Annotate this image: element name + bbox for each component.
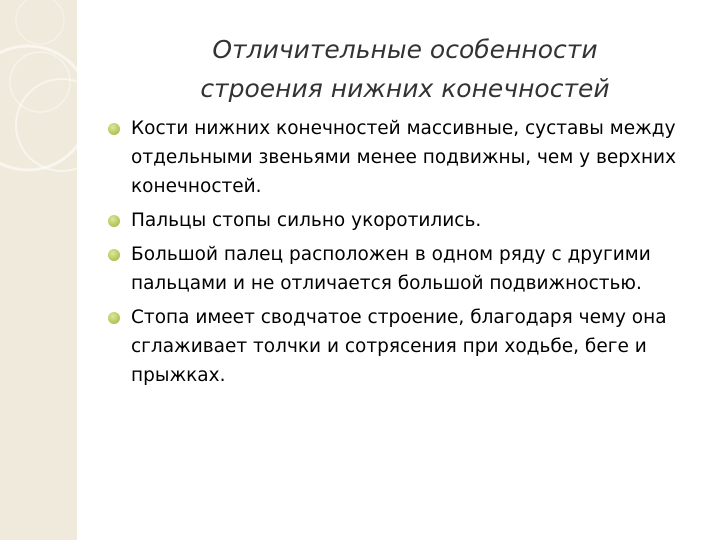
green-circle-bullet-icon: [108, 123, 120, 135]
bullet-text: Стопа имеет сводчатое строение, благодаря чему она сглаживает толчки и сотрясения при ходьбе, беге и прыжках.: [131, 307, 667, 386]
decorative-side-panel: [0, 0, 77, 540]
panel-divider: [77, 0, 85, 540]
bullet-text: Большой палец расположен в одном ряду с другими пальцами и не отличается большой подвижностью.: [131, 244, 651, 294]
bullet-text: Пальцы стопы сильно укоротились.: [131, 210, 482, 231]
title-line-1: Отличительные особенности: [212, 35, 598, 64]
green-circle-bullet-icon: [108, 215, 120, 227]
bullet-item: [108, 303, 698, 390]
green-circle-bullet-icon: [108, 312, 120, 324]
bullet-item: [108, 114, 698, 201]
decorative-circles: [0, 0, 77, 540]
bullet-item: [108, 240, 698, 298]
bullet-list: [108, 114, 698, 395]
slide-title: [150, 30, 660, 108]
bullet-item: [108, 206, 698, 235]
bullet-text: Кости нижних конечностей массивные, суставы между отдельными звеньями менее подвижны, чем у верхних конечностей.: [131, 118, 677, 197]
title-line-2: строения нижних конечностей: [200, 74, 610, 103]
green-circle-bullet-icon: [108, 249, 120, 261]
